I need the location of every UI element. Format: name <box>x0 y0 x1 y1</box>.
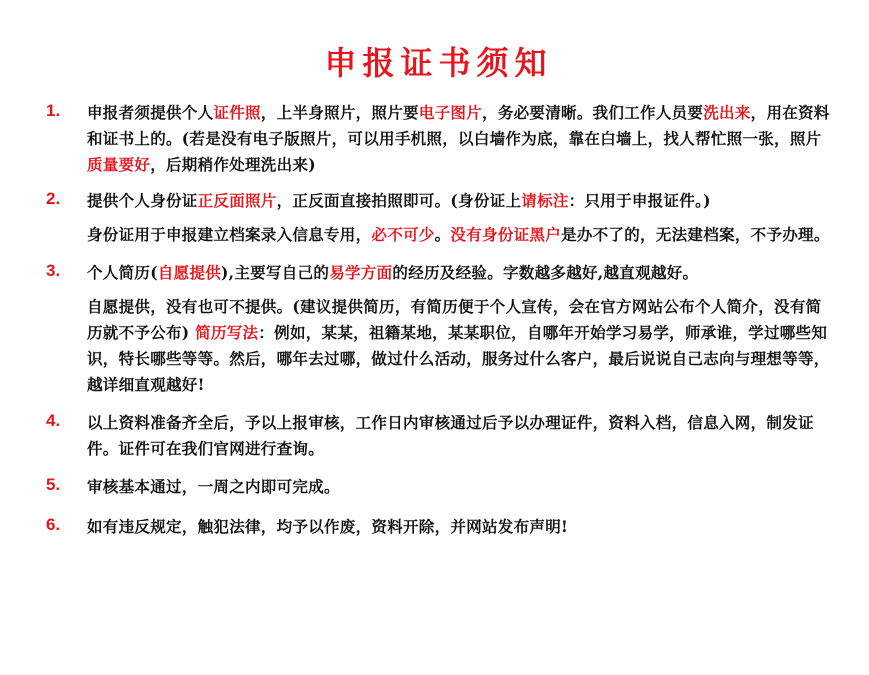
notice-item <box>46 474 831 500</box>
highlight-text: 简历写法 <box>195 323 259 342</box>
item-number: 6. <box>46 515 61 534</box>
body-text: 审核基本通过，一周之内即可完成。 <box>87 477 340 496</box>
item-paragraph <box>87 294 831 398</box>
body-text: 申报者须提供个人 <box>87 103 214 122</box>
highlight-text: 正反面照片 <box>197 191 277 210</box>
body-text: ：只用于申报证件。) <box>568 191 711 210</box>
item-number: 3. <box>46 261 61 280</box>
highlight-text: 没有身份证黑户 <box>450 225 562 244</box>
body-text: ，用在资料和证书上的。(若是没有电子版照片，可以用手机照，以白墙作为底，靠在白墙上，找人帮忙照一张，照片 <box>87 103 830 148</box>
item-number: 1. <box>46 101 61 120</box>
page-title: 申报证书须知 <box>324 44 553 82</box>
item-paragraph <box>87 222 831 248</box>
item-paragraph <box>87 260 831 286</box>
item-paragraph <box>87 514 831 540</box>
notice-item <box>46 410 831 462</box>
body-text: 身份证用于申报建立档案录入信息专用， <box>87 225 372 244</box>
notice-item <box>46 188 831 248</box>
body-text: ：例如，某某，祖籍某地，某某职位，自哪年开始学习易学，师承谁，学过哪些知识，特长哪些等等。然后，哪年去过哪，做过什么活动，服务过什么客户，最后说说自己志向与理想等等，越详细直观越好! <box>87 323 830 394</box>
highlight-text: 必不可少 <box>371 225 435 244</box>
item-paragraph <box>87 474 831 500</box>
notice-item <box>46 514 831 540</box>
body-text: ，上半身照片，照片要 <box>260 103 419 122</box>
highlight-text: 洗出来 <box>703 103 751 122</box>
item-number: 5. <box>46 475 61 494</box>
body-text: 是办不了的，无法建档案，不予办理。 <box>561 225 830 244</box>
highlight-text: 质量要好 <box>87 155 151 174</box>
body-text: 的经历及经验。字数越多越好,越直观越好。 <box>392 263 699 282</box>
item-number: 4. <box>46 411 61 430</box>
body-text: 个人简历( <box>87 263 158 282</box>
notice-item <box>46 100 831 178</box>
body-text: ，务必要清晰。我们工作人员要 <box>482 103 704 122</box>
body-text: ),主要写自己的 <box>221 263 330 282</box>
item-paragraph <box>87 188 831 214</box>
body-text: 以上资料准备齐全后，予以上报审核，工作日内审核通过后予以办理证件，资料入档，信息入网，制发证件。证件可在我们官网进行查询。 <box>87 413 814 458</box>
item-paragraph <box>87 410 831 462</box>
body-text: 提供个人身份证 <box>87 191 198 210</box>
body-text: 如有违反规定，触犯法律，均予以作废，资料开除，并网站发布声明! <box>87 517 569 536</box>
notice-list <box>46 100 831 540</box>
highlight-text: 自愿提供 <box>157 263 222 282</box>
item-number: 2. <box>46 189 61 208</box>
notice-item <box>46 260 831 398</box>
highlight-text: 电子图片 <box>418 103 483 122</box>
body-text: ，后期稍作处理洗出来) <box>150 155 316 174</box>
highlight-text: 易学方面 <box>329 263 393 282</box>
highlight-text: 请标注 <box>521 191 569 210</box>
body-text: 自愿提供，没有也可不提供。(建议提供简历，有简历便于个人宣传，会在官方网站公布个人简介，没有简历就不予公布) <box>87 297 822 342</box>
highlight-text: 证件照 <box>213 103 261 122</box>
item-paragraph <box>87 100 831 178</box>
body-text: 。 <box>434 225 451 244</box>
body-text: ，正反面直接拍照即可。(身份证上 <box>276 191 522 210</box>
